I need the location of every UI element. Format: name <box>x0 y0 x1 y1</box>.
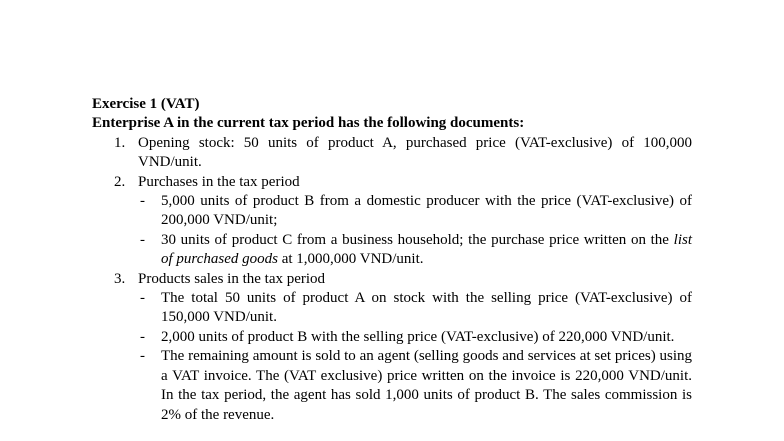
text-segment: at 1,000,000 VND/unit. <box>277 251 424 268</box>
item-text: Opening stock: 50 units of product A, purchased price (VAT-exclusive) of 100,000 VND/unit. <box>138 134 692 171</box>
dash-bullet: - <box>140 193 145 210</box>
document-list <box>92 134 692 425</box>
italic-term: list of purchased goods <box>161 231 692 268</box>
sub-item-text: The remaining amount is sold to an agent (selling goods and services at set prices) using a VAT invoice. The (VAT exclusive) price written on the invoice is 220,000 VND/unit. In the tax period, the agent has sold 1,000 units of product B. The sales commission is 2% of the revenue. <box>161 348 692 423</box>
item-text: Purchases in the tax period <box>138 173 300 190</box>
sub-item <box>138 347 692 425</box>
dash-bullet: - <box>140 231 145 248</box>
purchases-sublist <box>138 192 692 270</box>
sub-item-text: 2,000 units of product B with the selling price (VAT-exclusive) of 220,000 VND/unit. <box>161 328 675 345</box>
item-number: 3. <box>114 270 126 287</box>
exercise-text-block <box>92 95 692 425</box>
dash-bullet: - <box>140 348 145 365</box>
item-text: Products sales in the tax period <box>138 270 326 287</box>
text-segment: 30 units of product C from a business household; the purchase price written on the <box>161 231 674 248</box>
item-number: 2. <box>114 173 126 190</box>
dash-bullet: - <box>140 328 145 345</box>
list-item-1 <box>92 134 692 173</box>
list-item-3 <box>92 270 692 425</box>
sub-item <box>138 289 692 328</box>
exercise-title: Exercise 1 (VAT) <box>92 96 200 112</box>
exercise-intro: Enterprise A in the current tax period has the following documents: <box>92 115 525 132</box>
sub-item-text: The total 50 units of product A on stock with the selling price (VAT-exclusive) of 150,000 VND/unit. <box>161 290 692 326</box>
sub-item <box>138 231 692 270</box>
sub-item-text: 5,000 units of product B from a domestic producer with the price (VAT-exclusive) of 200,000 VND/unit; <box>161 193 692 229</box>
sub-item <box>138 192 692 231</box>
sales-sublist <box>138 289 692 425</box>
item-number: 1. <box>114 134 126 151</box>
list-item-2 <box>92 173 692 270</box>
sub-item-text <box>161 231 692 270</box>
dash-bullet: - <box>140 290 145 307</box>
sub-item <box>138 328 692 347</box>
